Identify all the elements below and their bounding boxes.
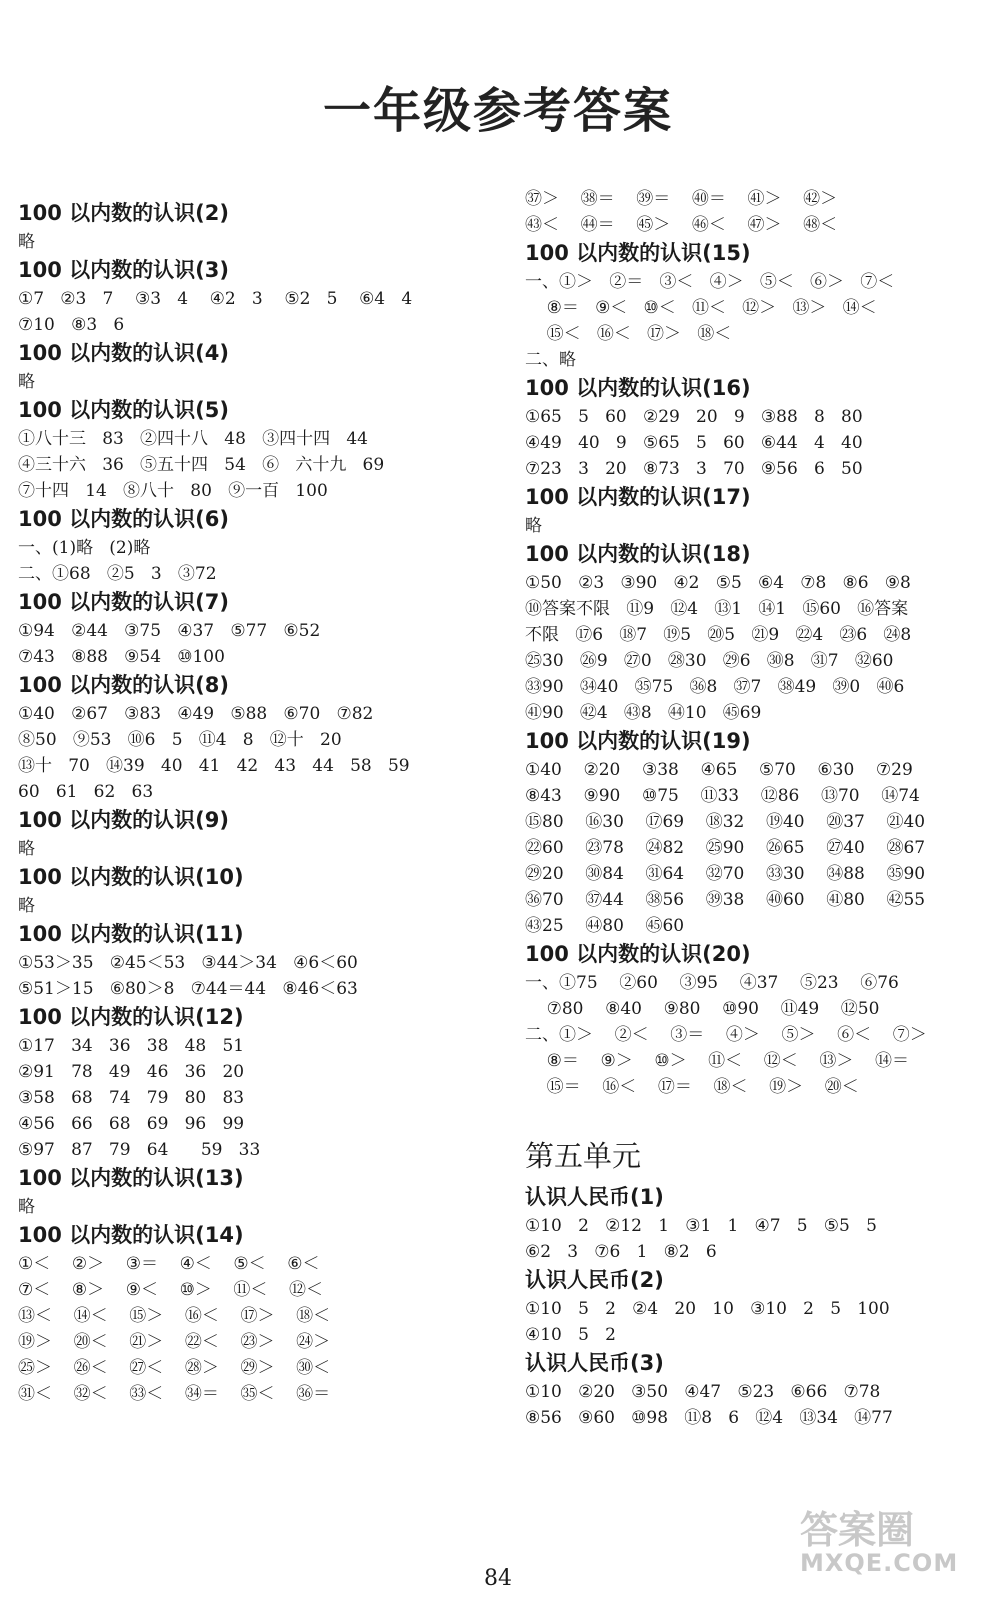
answer-line: 一、①＞ ②＝ ③＜ ④＞ ⑤＜ ⑥＞ ⑦＜ [525, 272, 895, 292]
answer-section [18, 805, 493, 862]
answer-line: 略 [18, 232, 35, 252]
right-sections [525, 186, 987, 1100]
answer-section [18, 338, 493, 395]
answer-section [18, 670, 493, 805]
answer-section [18, 919, 493, 1002]
answer-line: ⑧＝ ⑨＞ ⑩＞ ⑪＜ ⑫＜ ⑬＞ ⑭＝ [525, 1051, 910, 1071]
answer-section [18, 1002, 493, 1163]
answer-line: 不限 ⑰6 ⑱7 ⑲5 ⑳5 ㉑9 ㉒4 ㉓6 ㉔8 [525, 625, 912, 645]
answer-line: ⑤51＞15 ⑥80＞8 ⑦44＝44 ⑧46＜63 [18, 979, 358, 999]
unit-heading: 第五单元 [525, 1139, 642, 1173]
section-heading: 100 以内数的认识(6) [18, 507, 229, 531]
section-heading: 100 以内数的认识(17) [525, 485, 751, 509]
section-heading: 100 以内数的认识(12) [18, 1005, 244, 1029]
answer-line: ④49 40 9 ⑤65 5 60 ⑥44 4 40 [525, 433, 863, 453]
answer-line: ⑦80 ⑧40 ⑨80 ⑩90 ⑪49 ⑫50 [525, 999, 880, 1019]
section-heading: 100 以内数的认识(14) [18, 1223, 244, 1247]
answer-line: ⑬＜ ⑭＜ ⑮＞ ⑯＜ ⑰＞ ⑱＜ [18, 1306, 331, 1326]
answer-line: 二、略 [525, 350, 576, 370]
answer-line: 60 61 62 63 [18, 782, 154, 802]
answer-line: ②91 78 49 46 36 20 [18, 1062, 245, 1082]
answer-line: ㉛＜ ㉜＜ ㉝＜ ㉞＝ ㉟＜ ㊱＝ [18, 1384, 331, 1404]
answer-line: 一、①75 ②60 ③95 ④37 ⑤23 ⑥76 [525, 973, 899, 993]
answer-line: ⑦＜ ⑧＞ ⑨＜ ⑩＞ ⑪＜ ⑫＜ [18, 1280, 324, 1300]
answer-line: ④10 5 2 [525, 1325, 616, 1345]
answer-section [18, 395, 493, 504]
answer-line: ⑩答案不限 ⑪9 ⑫4 ⑬1 ⑭1 ⑮60 ⑯答案 [525, 599, 909, 619]
left-column [18, 198, 493, 1407]
answer-line: ⑧56 ⑨60 ⑩98 ⑪8 6 ⑫4 ⑬34 ⑭77 [525, 1408, 893, 1428]
answer-line: ㉕＞ ㉖＜ ㉗＜ ㉘＞ ㉙＞ ㉚＜ [18, 1358, 331, 1378]
answer-line: ④56 66 68 69 96 99 [18, 1114, 245, 1134]
watermark-logo [800, 1510, 990, 1576]
answer-line: ⑤97 87 79 64 59 33 [18, 1140, 261, 1160]
section-heading: 100 以内数的认识(20) [525, 942, 751, 966]
section-heading: 认识人民币(3) [525, 1351, 664, 1375]
page-number: 84 [484, 1566, 512, 1591]
answer-line: 略 [18, 839, 35, 859]
answer-section [525, 726, 987, 939]
answer-section [525, 186, 987, 238]
answer-section [18, 504, 493, 587]
page-title: 一年级参考答案 [322, 83, 673, 139]
answer-section [18, 1163, 493, 1220]
answer-line: ㉒60 ㉓78 ㉔82 ㉕90 ㉖65 ㉗40 ㉘67 [525, 838, 926, 858]
section-heading: 100 以内数的认识(2) [18, 201, 229, 225]
answer-line: ①八十三 83 ②四十八 48 ③四十四 44 [18, 429, 368, 449]
answer-line: ①40 ②20 ③38 ④65 ⑤70 ⑥30 ⑦29 [525, 760, 913, 780]
answer-line: ㉙20 ㉚84 ㉛64 ㉜70 ㉝30 ㉞88 ㉟90 [525, 864, 926, 884]
section-heading: 100 以内数的认识(3) [18, 258, 229, 282]
answer-line: 略 [18, 1197, 35, 1217]
section-heading: 100 以内数的认识(8) [18, 673, 229, 697]
answer-line: ⑦十四 14 ⑧八十 80 ⑨一百 100 [18, 481, 328, 501]
answer-section [18, 198, 493, 255]
answer-section [525, 539, 987, 726]
section-heading: 100 以内数的认识(7) [18, 590, 229, 614]
answer-line: ④三十六 36 ⑤五十四 54 ⑥ 六十九 69 [18, 455, 385, 475]
answer-line: ①40 ②67 ③83 ④49 ⑤88 ⑥70 ⑦82 [18, 704, 374, 724]
answer-line: 略 [525, 516, 542, 536]
answer-section [18, 255, 493, 338]
answer-line: 二、①＞ ②＜ ③＝ ④＞ ⑤＞ ⑥＜ ⑦＞ [525, 1025, 927, 1045]
answer-line: ①94 ②44 ③75 ④37 ⑤77 ⑥52 [18, 621, 321, 641]
answer-section [525, 373, 987, 482]
answer-line: ㉝90 ㉞40 ㉟75 ㊱8 ㊲7 ㊳49 ㊴0 ㊵6 [525, 677, 905, 697]
section-heading: 100 以内数的认识(4) [18, 341, 229, 365]
answer-line: ①10 2 ②12 1 ③1 1 ④7 5 ⑤5 5 [525, 1216, 877, 1236]
answer-line: 略 [18, 896, 35, 916]
section-heading: 100 以内数的认识(9) [18, 808, 229, 832]
answer-line: ①7 ②3 7 ③3 4 ④2 3 ⑤2 5 ⑥4 4 [18, 289, 413, 309]
right-column [525, 186, 987, 1431]
answer-line: ㊸＜ ㊹＝ ㊺＞ ㊻＜ ㊼＞ ㊽＜ [525, 215, 838, 235]
answer-section [525, 1348, 987, 1431]
section-heading: 100 以内数的认识(15) [525, 241, 751, 265]
section-heading: 100 以内数的认识(16) [525, 376, 751, 400]
answer-line: ⑦43 ⑧88 ⑨54 ⑩100 [18, 647, 225, 667]
answer-line: 一、(1)略 (2)略 [18, 538, 151, 558]
answer-line: ①65 5 60 ②29 20 9 ③88 8 80 [525, 407, 863, 427]
answer-section [525, 939, 987, 1100]
answer-line: ⑮＝ ⑯＜ ⑰＝ ⑱＜ ⑲＞ ⑳＜ [525, 1077, 859, 1097]
section-heading: 100 以内数的认识(18) [525, 542, 751, 566]
answer-line: ㊶90 ㊷4 ㊸8 ㊹10 ㊺69 [525, 703, 762, 723]
answer-line: ⑬十 70 ⑭39 40 41 42 43 44 58 59 [18, 756, 410, 776]
answer-line: ①53＞35 ②45＜53 ③44＞34 ④6＜60 [18, 953, 358, 973]
answer-line: ⑲＞ ⑳＜ ㉑＞ ㉒＜ ㉓＞ ㉔＞ [18, 1332, 331, 1352]
answer-section [18, 862, 493, 919]
section-heading: 100 以内数的认识(5) [18, 398, 229, 422]
answer-line: ③58 68 74 79 80 83 [18, 1088, 245, 1108]
watermark-url: MXQE.COM [800, 1549, 959, 1577]
answer-line: ㊸25 ㊹80 ㊺60 [525, 916, 685, 936]
watermark-text: 答案圈 [800, 1508, 915, 1552]
answer-line: ⑦10 ⑧3 6 [18, 315, 125, 335]
answer-line: ⑧43 ⑨90 ⑩75 ⑪33 ⑫86 ⑬70 ⑭74 [525, 786, 920, 806]
answer-line: ①17 34 36 38 48 51 [18, 1036, 245, 1056]
answer-line: 略 [18, 372, 35, 392]
unit-sections [525, 1182, 987, 1431]
answer-section [18, 587, 493, 670]
answer-line: ㊲＞ ㊳＝ ㊴＝ ㊵＝ ㊶＞ ㊷＞ [525, 189, 838, 209]
answer-line: ①50 ②3 ③90 ④2 ⑤5 ⑥4 ⑦8 ⑧6 ⑨8 [525, 573, 911, 593]
answer-line: ⑦23 3 20 ⑧73 3 70 ⑨56 6 50 [525, 459, 863, 479]
answer-section [525, 482, 987, 539]
answer-line: ㊱70 ㊲44 ㊳56 ㊴38 ㊵60 ㊶80 ㊷55 [525, 890, 926, 910]
answer-section [525, 1182, 987, 1265]
answer-line: ⑮80 ⑯30 ⑰69 ⑱32 ⑲40 ⑳37 ㉑40 [525, 812, 926, 832]
section-heading: 认识人民币(1) [525, 1185, 664, 1209]
section-heading: 认识人民币(2) [525, 1268, 664, 1292]
answer-line: ①10 ②20 ③50 ④47 ⑤23 ⑥66 ⑦78 [525, 1382, 881, 1402]
answer-section [18, 1220, 493, 1407]
answer-line: ㉕30 ㉖9 ㉗0 ㉘30 ㉙6 ㉚8 ㉛7 ㉜60 [525, 651, 894, 671]
answer-line: ①10 5 2 ②4 20 10 ③10 2 5 100 [525, 1299, 890, 1319]
answer-line: ⑥2 3 ⑦6 1 ⑧2 6 [525, 1242, 717, 1262]
answer-line: ⑧50 ⑨53 ⑩6 5 ⑪4 8 ⑫十 20 [18, 730, 342, 750]
section-heading: 100 以内数的认识(10) [18, 865, 244, 889]
answer-line: ⑧＝ ⑨＜ ⑩＜ ⑪＜ ⑫＞ ⑬＞ ⑭＜ [525, 298, 877, 318]
answer-line: ①＜ ②＞ ③＝ ④＜ ⑤＜ ⑥＜ [18, 1254, 320, 1274]
answer-section [525, 238, 987, 373]
section-heading: 100 以内数的认识(19) [525, 729, 751, 753]
answer-line: ⑮＜ ⑯＜ ⑰＞ ⑱＜ [525, 324, 732, 344]
answer-line: 二、①68 ②5 3 ③72 [18, 564, 217, 584]
section-heading: 100 以内数的认识(11) [18, 922, 244, 946]
answer-section [525, 1265, 987, 1348]
section-heading: 100 以内数的认识(13) [18, 1166, 244, 1190]
